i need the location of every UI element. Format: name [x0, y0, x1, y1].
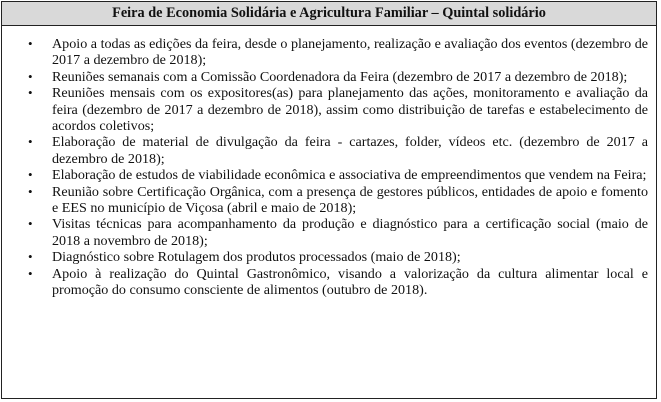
list-item	[2, 249, 648, 265]
list-item-text: Elaboração de material de divulgação da feira - cartazes, folder, vídeos etc. (dezembro de 2017 a dezembro de 2018);	[52, 134, 648, 167]
bullet-icon: •	[28, 85, 33, 101]
list-item-text: Apoio a todas as edições da feira, desde o planejamento, realização e avaliação dos eventos (dezembro de 2017 a dezembro de 2018);	[52, 36, 648, 69]
list-item	[2, 69, 648, 85]
bullet-icon: •	[28, 167, 33, 183]
bullet-icon: •	[28, 68, 33, 84]
list-item	[2, 184, 648, 217]
list-item	[2, 134, 648, 167]
list-item	[2, 216, 648, 249]
list-item-text: Elaboração de estudos de viabilidade econômica e associativa de empreendimentos que vendem na Feira;	[52, 167, 647, 184]
activities-list	[2, 26, 656, 299]
list-item	[2, 85, 648, 134]
list-item	[2, 167, 648, 183]
list-item-text: Apoio à realização do Quintal Gastronômico, visando a valorização da cultura alimentar local e promoção do consumo consciente de alimentos (outubro de 2018).	[52, 265, 648, 299]
table-title: Feira de Economia Solidária e Agricultura Familiar – Quintal solidário	[112, 5, 546, 21]
table-header	[2, 2, 656, 26]
list-item-text: Visitas técnicas para acompanhamento da produção e diagnóstico para a certificação social (maio de 2018 a novembro de 2018);	[52, 216, 648, 249]
list-item-text: Reuniões semanais com a Comissão Coordenadora da Feira (dezembro de 2017 a dezembro de 2018);	[52, 68, 628, 85]
bullet-icon: •	[28, 216, 33, 232]
bullet-icon: •	[28, 36, 33, 51]
activities-table	[1, 1, 657, 399]
list-item	[2, 36, 648, 69]
list-item-text: Diagnóstico sobre Rotulagem dos produtos processados (maio de 2018);	[52, 249, 461, 266]
bullet-icon: •	[28, 249, 33, 265]
bullet-icon: •	[28, 183, 33, 199]
list-item-text: Reuniões mensais com os expositores(as) para planejamento das ações, monitoramento e avaliação da feira (dezembro de 2017 a dezembro de 2018), assim como distribuição de tarefas e estabelecimento de acordos coletivos;	[52, 85, 648, 135]
bullet-icon: •	[28, 265, 33, 281]
list-item-text: Reunião sobre Certificação Orgânica, com a presença de gestores públicos, entidades de apoio e fomento e EES no município de Viçosa (abril e maio de 2018);	[52, 183, 648, 217]
bullet-icon: •	[28, 134, 33, 150]
list-item	[2, 266, 648, 299]
